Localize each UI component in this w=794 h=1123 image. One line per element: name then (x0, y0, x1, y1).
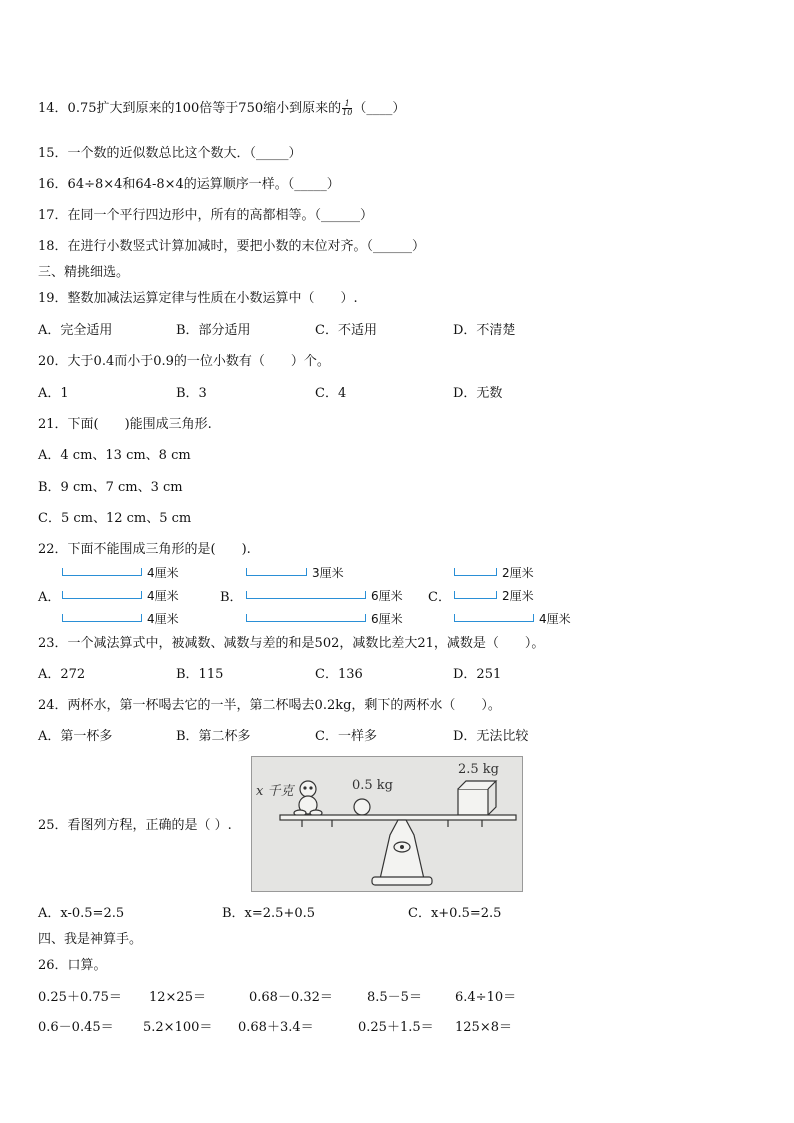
question-23: 23．一个减法算式中，被减数、减数与差的和是502，减数比差大21，减数是（ ）。 (38, 636, 545, 651)
option-b[interactable]: B．115 (176, 667, 224, 682)
question-15: 15．一个数的近似数总比这个数大．（_____） (38, 146, 302, 161)
option-b[interactable]: B．部分适用 (176, 323, 251, 338)
question-16: 16．64÷8×4和64-8×4的运算顺序一样。（_____） (38, 177, 340, 192)
option-b[interactable]: B． (220, 590, 243, 605)
segment-line (62, 568, 142, 576)
section-heading-3: 三、精挑细选。 (38, 265, 130, 280)
question-24: 24．两杯水，第一杯喝去它的一半，第二杯喝去0.2kg，剩下的两杯水（ ）。 (38, 698, 501, 713)
option-d[interactable]: D．无法比较 (453, 729, 529, 744)
segment-line (454, 591, 497, 599)
oral-calc-item: 12×25＝ (149, 990, 206, 1005)
question-18: 18．在进行小数竖式计算加减时，要把小数的末位对齐。（______） (38, 239, 426, 254)
section-heading-4: 四、我是神算手。 (38, 932, 143, 947)
question-19: 19．整数加减法运算定律与性质在小数运算中（ ）. (38, 291, 358, 306)
option-c[interactable]: C．5 cm、12 cm、5 cm (38, 511, 192, 526)
segment-label: 6厘米 (371, 589, 403, 603)
option-d[interactable]: D．251 (453, 667, 502, 682)
segment-line (246, 568, 307, 576)
segment-line (246, 614, 366, 622)
option-b[interactable]: B．3 (176, 386, 207, 401)
question-14 (38, 100, 405, 117)
oral-calc-item: 6.4÷10＝ (455, 990, 517, 1005)
question-22: 22．下面不能围成三角形的是( ). (38, 542, 251, 557)
oral-calc-item: 8.5－5＝ (367, 990, 422, 1005)
question-17: 17．在同一个平行四边形中，所有的高都相等。（______） (38, 208, 374, 223)
option-d[interactable]: D．无数 (453, 386, 503, 401)
segment-label: 4厘米 (147, 566, 179, 580)
segment-label: 6厘米 (371, 612, 403, 626)
x-weight-label: x 千克 (256, 784, 294, 799)
oral-calc-item: 125×8＝ (455, 1020, 512, 1035)
segment-line (62, 614, 142, 622)
segment-line (62, 591, 142, 599)
question-14-text: 14．0.75扩大到原来的100倍等于750缩小到原来的 (38, 101, 342, 116)
ball-icon (354, 799, 370, 815)
scale-beam (280, 815, 516, 820)
question-20: 20．大于0.4而小于0.9的一位小数有（ ）个。 (38, 354, 330, 369)
segment-line (454, 568, 497, 576)
option-c[interactable]: C．一样多 (315, 729, 377, 744)
fraction-denominator: 10 (342, 108, 353, 117)
oral-calc-item: 0.68＋3.4＝ (238, 1020, 314, 1035)
oral-calc-item: 0.68－0.32＝ (249, 990, 333, 1005)
scale-base (372, 877, 432, 885)
fraction (342, 100, 352, 117)
oral-calc-item: 0.25＋1.5＝ (358, 1020, 434, 1035)
option-a[interactable]: A．x-0.5=2.5 (38, 906, 125, 921)
box-weight-label: 2.5 kg (458, 762, 500, 777)
option-b[interactable]: B．第二杯多 (176, 729, 251, 744)
option-d[interactable]: D．不清楚 (453, 323, 516, 338)
fraction-numerator: 1 (342, 100, 352, 109)
oral-calc-item: 0.25＋0.75＝ (38, 990, 122, 1005)
oral-calc-item: 5.2×100＝ (143, 1020, 213, 1035)
question-21: 21．下面( )能围成三角形. (38, 417, 212, 432)
option-b[interactable]: B．x=2.5+0.5 (222, 906, 316, 921)
option-a[interactable]: A．4 cm、13 cm、8 cm (38, 448, 191, 463)
balance-scale-figure (251, 756, 523, 892)
question-26: 26．口算。 (38, 958, 107, 973)
option-c[interactable]: C．4 (315, 386, 347, 401)
answer-blank[interactable]: （____） (353, 101, 406, 116)
segment-label: 4厘米 (147, 589, 179, 603)
option-c[interactable]: C．x+0.5=2.5 (408, 906, 502, 921)
segment-label: 2厘米 (502, 589, 534, 603)
option-c[interactable]: C．136 (315, 667, 363, 682)
segment-line (246, 591, 366, 599)
segment-label: 3厘米 (312, 566, 344, 580)
option-b[interactable]: B．9 cm、7 cm、3 cm (38, 480, 183, 495)
segment-label: 4厘米 (539, 612, 571, 626)
segment-label: 2厘米 (502, 566, 534, 580)
ball-weight-label: 0.5 kg (352, 778, 394, 793)
option-a[interactable]: A．1 (38, 386, 69, 401)
balance-scale-drawing (252, 757, 522, 891)
option-a[interactable]: A．272 (38, 667, 86, 682)
oral-calc-item: 0.6－0.45＝ (38, 1020, 114, 1035)
option-a[interactable]: A． (38, 590, 61, 605)
box-icon (458, 781, 496, 815)
segment-label: 4厘米 (147, 612, 179, 626)
question-25: 25．看图列方程，正确的是（ ）. (38, 818, 232, 833)
option-a[interactable]: A．完全适用 (38, 323, 113, 338)
option-c[interactable]: C． (428, 590, 451, 605)
doll-icon (294, 781, 322, 816)
segment-line (454, 614, 534, 622)
option-a[interactable]: A．第一杯多 (38, 729, 113, 744)
option-c[interactable]: C．不适用 (315, 323, 377, 338)
